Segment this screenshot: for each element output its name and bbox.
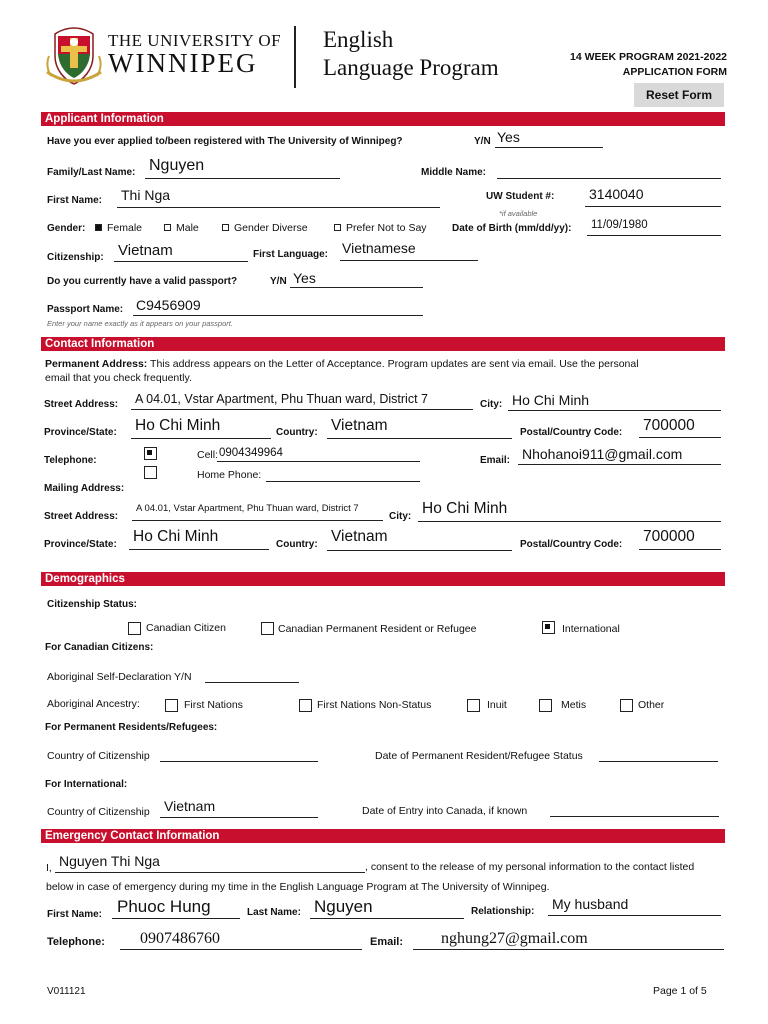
- cell-label: Cell:: [197, 449, 219, 461]
- postal-label: Postal/Country Code:: [520, 427, 623, 438]
- gender-male-checkbox[interactable]: [164, 224, 171, 231]
- home-phone-label: Home Phone:: [197, 469, 262, 481]
- university-crest-logo: [43, 26, 105, 88]
- cell-value[interactable]: 0904349964: [219, 447, 283, 459]
- consent-name-line: [55, 872, 365, 873]
- mailing-country-value[interactable]: Vietnam: [331, 528, 388, 545]
- dob-value[interactable]: 11/09/1980: [591, 219, 648, 231]
- uw-student-hint: *if available: [499, 209, 538, 218]
- mailing-province-line: [129, 549, 269, 550]
- perm-address-note: [45, 357, 639, 385]
- ec-email-value[interactable]: nghung27@gmail.com: [441, 930, 588, 947]
- section-emergency-header: Emergency Contact Information: [41, 829, 725, 843]
- for-intl-heading: For International:: [45, 779, 128, 790]
- dob-line: [587, 235, 721, 236]
- consent-name-value[interactable]: Nguyen Thi Nga: [59, 853, 160, 869]
- first-nations-checkbox[interactable]: [165, 699, 178, 712]
- passport-name-value[interactable]: C9456909: [136, 297, 201, 313]
- consent-text-line2: below in case of emergency during my time in the English Language Program at The University of Winnipeg.: [46, 881, 550, 893]
- passport-question: Do you currently have a valid passport?: [47, 276, 238, 287]
- gender-female-checkbox[interactable]: [95, 224, 102, 231]
- perm-resident-label: Canadian Permanent Resident or Refugee: [278, 623, 477, 635]
- first-language-line: [340, 260, 478, 261]
- passport-name-hint: Enter your name exactly as it appears on your passport.: [47, 319, 233, 328]
- street-address-value[interactable]: A 04.01, Vstar Apartment, Phu Thuan ward, District 7: [135, 392, 428, 406]
- family-name-label: Family/Last Name:: [47, 167, 136, 178]
- middle-name-label: Middle Name:: [421, 167, 487, 178]
- program-name-line1: English: [323, 27, 394, 52]
- perm-address-note-line1: This address appears on the Letter of Acceptance. Program updates are sent via email. Use the personal: [150, 358, 639, 370]
- prior-yn-label: Y/N: [474, 136, 491, 147]
- prior-registration-value[interactable]: Yes: [497, 129, 520, 145]
- province-value[interactable]: Ho Chi Minh: [135, 417, 221, 434]
- citizenship-status-label: Citizenship Status:: [47, 599, 138, 610]
- section-contact-header: Contact Information: [41, 337, 725, 351]
- gender-diverse-label: Gender Diverse: [234, 222, 308, 234]
- gender-option-female[interactable]: [95, 222, 142, 234]
- ec-last-name-value[interactable]: Nguyen: [314, 897, 373, 916]
- program-title: 14 WEEK PROGRAM 2021-2022: [570, 51, 727, 63]
- province-line: [131, 438, 271, 439]
- first-nations-non-status-checkbox[interactable]: [299, 699, 312, 712]
- gender-male-label: Male: [176, 222, 199, 234]
- passport-yn-label: Y/N: [270, 276, 287, 287]
- for-canadian-heading: For Canadian Citizens:: [45, 642, 154, 653]
- mailing-province-label: Province/State:: [44, 539, 117, 550]
- ec-telephone-line: [120, 949, 362, 950]
- consent-i-label: I,: [46, 862, 52, 874]
- intl-entry-line: [550, 816, 719, 817]
- dob-label: Date of Birth (mm/dd/yy):: [452, 223, 572, 234]
- mailing-postal-label: Postal/Country Code:: [520, 539, 623, 550]
- mailing-city-line: [418, 521, 721, 522]
- family-name-value[interactable]: Nguyen: [149, 157, 205, 174]
- section-applicant-header: Applicant Information: [41, 112, 725, 126]
- ec-telephone-label: Telephone:: [47, 936, 105, 948]
- perm-address-label: Permanent Address:: [45, 358, 148, 370]
- street-address-label: Street Address:: [44, 399, 119, 410]
- pr-country-line: [160, 761, 318, 762]
- gender-label: Gender:: [47, 223, 86, 234]
- middle-name-line: [497, 178, 721, 179]
- gender-option-prefer-not[interactable]: [334, 222, 427, 234]
- gender-prefer-not-label: Prefer Not to Say: [346, 222, 427, 234]
- pr-country-label: Country of Citizenship: [47, 750, 150, 762]
- mailing-street-line: [132, 520, 383, 521]
- passport-value[interactable]: Yes: [293, 270, 316, 286]
- email-value[interactable]: Nhohanoi911@gmail.com: [522, 446, 683, 462]
- city-label: City:: [480, 399, 503, 410]
- perm-address-note-line2: email that you check frequently.: [45, 372, 192, 384]
- ec-first-name-value[interactable]: Phuoc Hung: [117, 897, 211, 916]
- first-nations-non-status-label: First Nations Non-Status: [317, 699, 432, 711]
- pr-date-label: Date of Permanent Resident/Refugee Status: [375, 750, 583, 762]
- university-name-line1: THE UNIVERSITY OF: [108, 31, 282, 50]
- uw-student-label: UW Student #:: [486, 191, 555, 202]
- country-value[interactable]: Vietnam: [331, 417, 388, 434]
- ec-email-line: [413, 949, 724, 950]
- ec-telephone-value[interactable]: 0907486760: [140, 930, 220, 947]
- city-value[interactable]: Ho Chi Minh: [512, 392, 590, 408]
- mailing-city-label: City:: [389, 511, 412, 522]
- other-checkbox[interactable]: [620, 699, 633, 712]
- street-address-line: [131, 409, 473, 410]
- first-name-line: [117, 207, 440, 208]
- inuit-label: Inuit: [487, 699, 507, 711]
- intl-entry-label: Date of Entry into Canada, if known: [362, 805, 528, 817]
- gender-female-label: Female: [107, 222, 143, 234]
- ec-email-label: Email:: [370, 936, 404, 948]
- telephone-label: Telephone:: [44, 455, 97, 466]
- first-nations-label: First Nations: [184, 699, 243, 711]
- perm-resident-checkbox[interactable]: [261, 622, 274, 635]
- mailing-street-value[interactable]: A 04.01, Vstar Apartment, Phu Thuan ward, District 7: [136, 503, 359, 514]
- international-label: International: [562, 623, 620, 635]
- intl-country-label: Country of Citizenship: [47, 806, 150, 818]
- inuit-checkbox[interactable]: [467, 699, 480, 712]
- aboriginal-decl-label: Aboriginal Self-Declaration Y/N: [47, 671, 192, 683]
- ec-last-name-line: [310, 918, 464, 919]
- reset-form-button[interactable]: Reset Form: [634, 83, 724, 107]
- mailing-postal-line: [639, 549, 721, 550]
- family-name-line: [145, 178, 340, 179]
- uw-student-line: [585, 206, 721, 207]
- aboriginal-decl-line: [205, 682, 299, 683]
- mailing-street-label: Street Address:: [44, 511, 119, 522]
- citizenship-line: [114, 261, 248, 262]
- prior-registration-line: [495, 147, 603, 148]
- email-line: [518, 464, 721, 465]
- header-divider: [294, 26, 296, 88]
- gender-option-diverse[interactable]: [222, 222, 308, 234]
- section-demographics-header: Demographics: [41, 572, 725, 586]
- home-phone-line: [266, 481, 420, 482]
- gender-option-male[interactable]: [164, 222, 199, 234]
- email-label: Email:: [480, 455, 511, 466]
- prior-registration-question: Have you ever applied to/been registered with The University of Winnipeg?: [47, 136, 403, 147]
- page-number: Page 1 of 5: [653, 985, 707, 997]
- intl-country-line: [160, 817, 318, 818]
- postal-line: [639, 437, 721, 438]
- gender-prefer-not-checkbox[interactable]: [334, 224, 341, 231]
- other-label: Other: [638, 699, 665, 711]
- mailing-country-line: [327, 550, 512, 551]
- cell-checkbox[interactable]: [144, 447, 157, 460]
- passport-name-line: [133, 315, 423, 316]
- form-title: APPLICATION FORM: [622, 66, 727, 78]
- metis-checkbox[interactable]: [539, 699, 552, 712]
- first-name-label: First Name:: [47, 195, 103, 206]
- canadian-citizen-checkbox[interactable]: [128, 622, 141, 635]
- for-pr-heading: For Permanent Residents/Refugees:: [45, 722, 218, 733]
- ec-relationship-label: Relationship:: [471, 906, 535, 917]
- ec-first-name-line: [112, 918, 240, 919]
- version-code: V011121: [47, 986, 86, 997]
- cell-line: [217, 461, 420, 462]
- ec-last-name-label: Last Name:: [247, 907, 301, 918]
- university-name-line2: WINNIPEG: [108, 48, 258, 78]
- home-phone-checkbox[interactable]: [144, 466, 157, 479]
- mailing-city-value[interactable]: Ho Chi Minh: [422, 500, 508, 517]
- metis-label: Metis: [561, 699, 587, 711]
- aboriginal-ancestry-label: Aboriginal Ancestry:: [47, 698, 140, 710]
- city-line: [508, 410, 721, 411]
- pr-date-line: [599, 761, 718, 762]
- mailing-address-label: Mailing Address:: [44, 483, 125, 494]
- mailing-province-value[interactable]: Ho Chi Minh: [133, 528, 219, 545]
- canadian-citizen-label: Canadian Citizen: [146, 622, 226, 634]
- uw-student-value[interactable]: 3140040: [589, 186, 644, 202]
- gender-diverse-checkbox[interactable]: [222, 224, 229, 231]
- citizenship-value[interactable]: Vietnam: [118, 242, 173, 259]
- program-name-line2: Language Program: [323, 55, 499, 80]
- ec-relationship-value[interactable]: My husband: [552, 896, 629, 912]
- country-label: Country:: [276, 427, 318, 438]
- country-line: [327, 438, 512, 439]
- province-label: Province/State:: [44, 427, 117, 438]
- passport-name-label: Passport Name:: [47, 304, 124, 315]
- citizenship-label: Citizenship:: [47, 252, 104, 263]
- postal-value[interactable]: 700000: [643, 417, 695, 434]
- consent-text-line1: , consent to the release of my personal information to the contact listed: [365, 861, 695, 873]
- international-checkbox[interactable]: [542, 621, 555, 634]
- first-language-label: First Language:: [253, 249, 329, 260]
- ec-relationship-line: [548, 915, 721, 916]
- first-language-value[interactable]: Vietnamese: [342, 240, 416, 256]
- mailing-postal-value[interactable]: 700000: [643, 528, 695, 545]
- first-name-value[interactable]: Thi Nga: [121, 187, 171, 203]
- intl-country-value[interactable]: Vietnam: [164, 798, 216, 814]
- ec-first-name-label: First Name:: [47, 909, 103, 920]
- passport-line: [290, 287, 423, 288]
- mailing-country-label: Country:: [276, 539, 318, 550]
